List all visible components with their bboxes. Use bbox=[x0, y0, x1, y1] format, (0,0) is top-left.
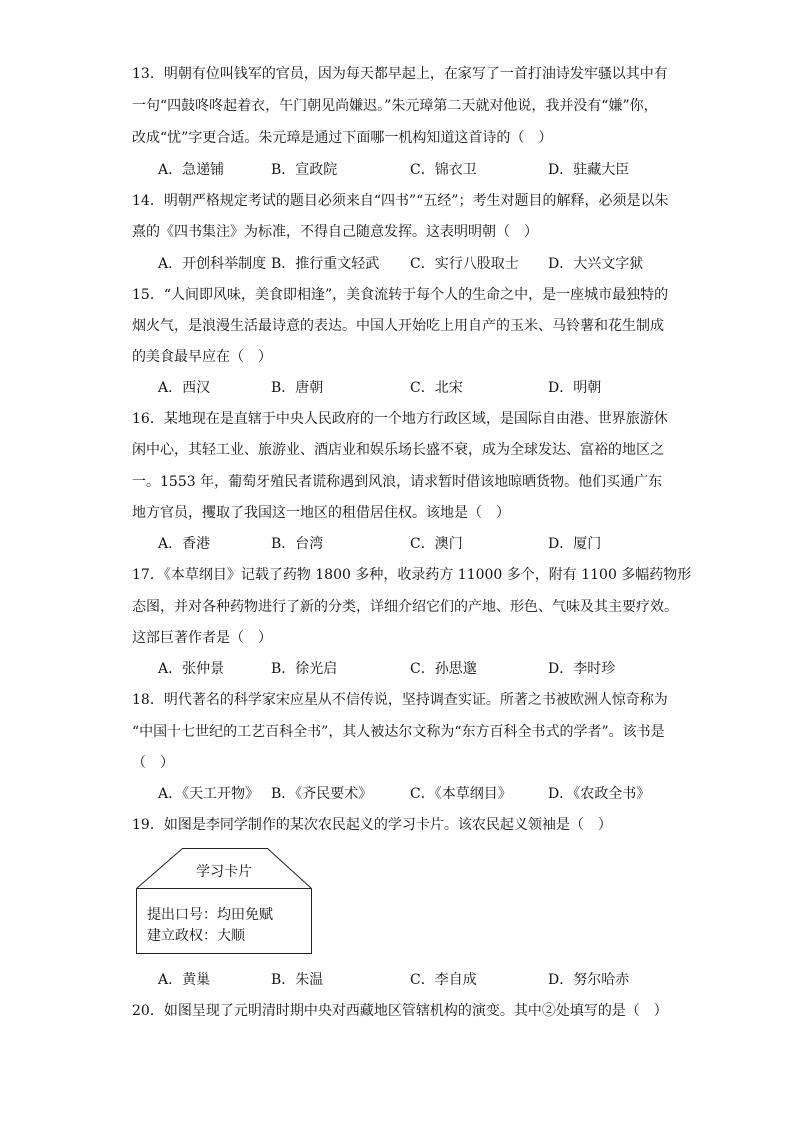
q19-options bbox=[158, 970, 678, 990]
q16-option-b[interactable]: B．台湾 bbox=[271, 536, 324, 552]
q13-options bbox=[158, 160, 678, 180]
q16-line-2: 闲中心，其轻工业、旅游业、酒店业和娱乐场长盛不衰，成为全球发达、富裕的地区之 bbox=[132, 442, 664, 458]
q16-line-3: 一。1553 年，葡萄牙殖民者谎称遇到风浪，请求暂时借该地晾晒货物。他们买通广东 bbox=[132, 474, 663, 490]
q16-option-a[interactable]: A．香港 bbox=[158, 536, 211, 552]
q15-options bbox=[158, 378, 678, 398]
q18-option-c[interactable]: C．《本草纲目》 bbox=[410, 786, 512, 802]
q17-option-b[interactable]: B．徐光启 bbox=[271, 661, 338, 677]
q19-option-a[interactable]: A．黄巢 bbox=[158, 972, 211, 988]
q18-options bbox=[158, 784, 678, 804]
q17-line-2: 态图，并对各种药物进行了新的分类，详细介绍它们的产地、形色、气味及其主要疗效。 bbox=[132, 599, 678, 615]
q13-option-d[interactable]: D．驻藏大臣 bbox=[548, 162, 630, 178]
q13-line-1: 13．明朝有位叫钱军的官员，因为每天都早起上，在家写了一首打油诗发牢骚以其中有 bbox=[132, 66, 668, 82]
q19-option-d[interactable]: D．努尔哈赤 bbox=[548, 972, 630, 988]
q15-line-3: 的美食最早应在（ ） bbox=[132, 349, 272, 365]
q13-option-a[interactable]: A．急递铺 bbox=[158, 162, 225, 178]
q13-line-3: 改成“忧”字更合适。朱元璋是通过下面哪一机构知道这首诗的（ ） bbox=[132, 130, 553, 146]
q14-options bbox=[158, 254, 678, 274]
q17-option-a[interactable]: A．张仲景 bbox=[158, 661, 225, 677]
q17-option-d[interactable]: D．李时珍 bbox=[548, 661, 616, 677]
q15-option-b[interactable]: B．唐朝 bbox=[271, 380, 324, 396]
q13-line-2: 一句“四鼓咚咚起着衣，午门朝见尚嫌迟。”朱元璋第二天就对他说，我并没有“嫌”你， bbox=[132, 98, 658, 114]
q17-options bbox=[158, 659, 678, 679]
q20-line-1: 20．如图呈现了元明清时期中央对西藏地区管辖机构的演变。其中②处填写的是（ ） bbox=[132, 1003, 668, 1019]
q16-line-4: 地方官员，攫取了我国这一地区的租借居住权。该地是（ ） bbox=[132, 505, 510, 521]
q18-line-1: 18．明代著名的科学家宋应星从不信传说，坚持调查实证。所著之书被欧洲人惊奇称为 bbox=[132, 692, 668, 708]
q17-line-1: 17．《本草纲目》记载了药物 1800 多种，收录药方 11000 多个，附有 1100 多幅药物形 bbox=[132, 567, 692, 583]
q14-option-a[interactable]: A．开创科举制度 bbox=[158, 256, 267, 272]
q15-option-d[interactable]: D．明朝 bbox=[548, 380, 602, 396]
q16-option-c[interactable]: C．澳门 bbox=[410, 536, 463, 552]
q15-line-2: 烟火气，是浪漫生活最诗意的表达。中国人开始吃上用自产的玉米、马铃薯和花生制成 bbox=[132, 318, 664, 334]
q14-line-1: 14．明朝严格规定考试的题目必须来自“四书”“五经”；考生对题目的解释，必须是以朱 bbox=[132, 193, 669, 209]
q16-options bbox=[158, 534, 678, 554]
q16-option-d[interactable]: D．厦门 bbox=[548, 536, 602, 552]
q14-option-b[interactable]: B．推行重文轻武 bbox=[271, 256, 380, 272]
q14-option-c[interactable]: C．实行八股取士 bbox=[410, 256, 519, 272]
q14-line-2: 熹的《四书集注》为标准，不得自己随意发挥。这表明明朝（ ） bbox=[132, 224, 538, 240]
q15-option-a[interactable]: A．西汉 bbox=[158, 380, 211, 396]
q13-option-b[interactable]: B．宣政院 bbox=[271, 162, 338, 178]
q19-line-1: 19．如图是李同学制作的某次农民起义的学习卡片。该农民起义领袖是（ ） bbox=[132, 817, 612, 833]
study-card-slogan: 提出口号：均田免赋 bbox=[147, 907, 273, 923]
q18-option-a[interactable]: A．《天工开物》 bbox=[158, 786, 260, 802]
q18-line-2: “中国十七世纪的工艺百科全书”，其人被达尔文称为“东方百科全书式的学者”。该书是 bbox=[132, 724, 665, 740]
study-card-regime: 建立政权：大顺 bbox=[147, 928, 245, 944]
q18-option-b[interactable]: B．《齐民要术》 bbox=[271, 786, 373, 802]
q16-line-1: 16．某地现在是直辖于中央人民政府的一个地方行政区域，是国际自由港、世界旅游休 bbox=[132, 411, 668, 427]
q15-line-1: 15．“人间即风味，美食即相逢”，美食流转于每个人的生命之中，是一座城市最独特的 bbox=[132, 287, 669, 303]
q15-option-c[interactable]: C．北宋 bbox=[410, 380, 463, 396]
q13-option-c[interactable]: C．锦衣卫 bbox=[410, 162, 477, 178]
q14-option-d[interactable]: D．大兴文字狱 bbox=[548, 256, 644, 272]
q17-line-3: 这部巨著作者是（ ） bbox=[132, 630, 272, 646]
q18-line-3: （ ） bbox=[132, 755, 174, 771]
study-card bbox=[136, 848, 312, 954]
q19-option-c[interactable]: C．李自成 bbox=[410, 972, 477, 988]
q19-option-b[interactable]: B．朱温 bbox=[271, 972, 324, 988]
q18-option-d[interactable]: D．《农政全书》 bbox=[548, 786, 651, 802]
study-card-title: 学习卡片 bbox=[196, 864, 252, 880]
q17-option-c[interactable]: C．孙思邈 bbox=[410, 661, 477, 677]
